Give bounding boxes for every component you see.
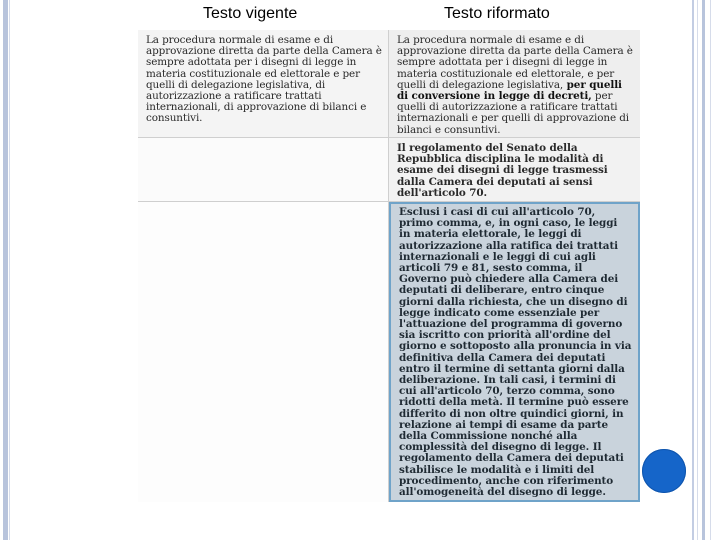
row1-reformed-bold-part: per quelli di conversione in legge di decreti, [397,78,622,103]
row1-reformed-part-a: La procedura normale di esame e di approvazione diretta da parte della Camera è sempre adottata per i disegni di legge in materia costituzionale ed elettorale, e per quelli di delegazione legislativa, [397,34,633,91]
row2-reformed-text: Il regolamento del Senato della Repubblica disciplina le modalità di esame dei disegni di legge trasmessi dalla Camera dei deputati ai sensi dell'articolo 70. [389,138,640,202]
row1-current-text: La procedura normale di esame e di approvazione diretta da parte della Camera è sempre adottata per i disegni di legge in materia costituzionale ed elettorale e per quelli di delegazione legislativa, di autorizzazione a ratificare trattati internazionali, di approvazione di bilanci e consuntivi. [138,30,389,138]
right-decor-line-1 [697,0,698,540]
blue-circle-decor [642,449,686,493]
left-decor-line [9,0,10,540]
row1-reformed-part-c: per quelli di autorizzazione a ratificare trattati internazionali e per quelli di approvazione di bilanci e consuntivi. [397,90,630,136]
comparison-table [138,30,640,502]
header-testo-vigente: Testo vigente [203,5,298,22]
row2-current-empty [138,138,389,202]
right-decor-line-2 [710,0,711,540]
right-decor-bar-2 [702,0,705,540]
left-decor-bar [3,0,8,540]
row1-reformed-text [389,30,640,138]
row3-reformed-highlighted-text: Esclusi i casi di cui all'articolo 70, primo comma, e, in ogni caso, le leggi in materia elettorale, le leggi di autorizzazione alla ratifica dei trattati internazionali e le leggi di cui agli articoli 79 e 81, sesto comma, il Governo può chiedere alla Camera dei deputati di deliberare, entro cinque giorni dalla richiesta, che un disegno di legge indicato come essenziale per l'attuazione del programma di governo sia iscritto con priorità all'ordine del giorno e sottoposto alla pronuncia in via definitiva della Camera dei deputati entro il termine di settanta giorni dalla deliberazione. In tali casi, i termini di cui all'articolo 70, terzo comma, sono ridotti della metà. Il termine può essere differito di non oltre quindici giorni, in relazione ai tempi di esame da parte della Commissione nonché alla complessità del disegno di legge. Il regolamento della Camera dei deputati stabilisce le modalità e i limiti del procedimento, anche con riferimento all'omogeneità del disegno di legge. [389,202,640,502]
header-testo-riformato: Testo riformato [444,5,550,22]
row3-current-empty [138,202,389,502]
right-decor-bar-1 [692,0,694,540]
